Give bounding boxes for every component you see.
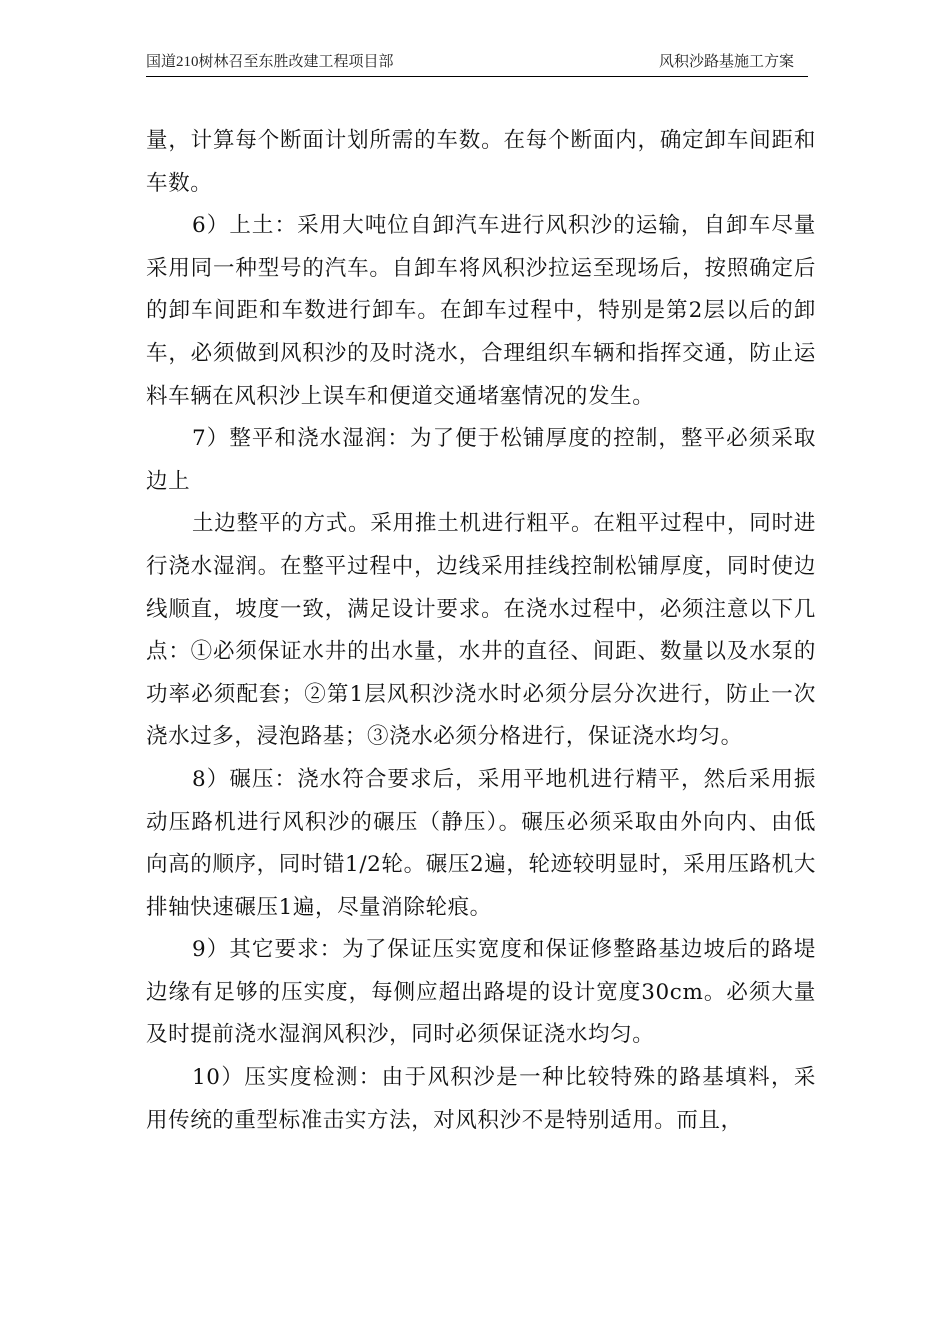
- page-header: [146, 50, 808, 77]
- paragraph-continuation: 量，计算每个断面计划所需的车数。在每个断面内，确定卸车间距和车数。: [146, 128, 816, 196]
- document-body: [146, 120, 816, 1142]
- header-document-title: 风积沙路基施工方案: [658, 54, 794, 70]
- paragraph-step-6-loading: 6）上土：采用大吨位自卸汽车进行风积沙的运输，自卸车尽量采用同一种型号的汽车。自卸车将风积沙拉运至现场后，按照确定后的卸车间距和车数进行卸车。在卸车过程中，特别是第2层以后的卸车，必须做到风积沙的及时浇水，合理组织车辆和指挥交通，防止运料车辆在风积沙上误车和便道交通堵塞情况的发生。: [146, 213, 816, 409]
- paragraph-step-7-leveling: 7）整平和浇水湿润：为了便于松铺厚度的控制，整平必须采取边上: [146, 426, 816, 494]
- paragraph-step-8-compaction: 8）碾压：浇水符合要求后，采用平地机进行精平，然后采用振动压路机进行风积沙的碾压（静压）。碾压必须采取由外向内、由低向高的顺序，同时错1/2轮。碾压2遍，轮迹较明显时，采用压路机大排轴快速碾压1遍，尽量消除轮痕。: [146, 766, 816, 920]
- header-project-name: 国道210树林召至东胜改建工程项目部: [146, 54, 394, 70]
- paragraph-step-10-density-testing: 10）压实度检测：由于风积沙是一种比较特殊的路基填料，采用传统的重型标准击实方法，对风积沙不是特别适用。而且，: [146, 1065, 816, 1133]
- paragraph-step-9-other-requirements: 9）其它要求：为了保证压实宽度和保证修整路基边坡后的路堤边缘有足够的压实度，每侧应超出路堤的设计宽度30cm。必须大量及时提前浇水湿润风积沙，同时必须保证浇水均匀。: [146, 937, 816, 1048]
- paragraph-step-7-continued: 土边整平的方式。采用推土机进行粗平。在粗平过程中，同时进行浇水湿润。在整平过程中，边线采用挂线控制松铺厚度，同时使边线顺直，坡度一致，满足设计要求。在浇水过程中，必须注意以下几点：①必须保证水井的出水量，水井的直径、间距、数量以及水泵的功率必须配套；②第1层风积沙浇水时必须分层分次进行，防止一次浇水过多，浸泡路基；③浇水必须分格进行，保证浇水均匀。: [146, 511, 816, 750]
